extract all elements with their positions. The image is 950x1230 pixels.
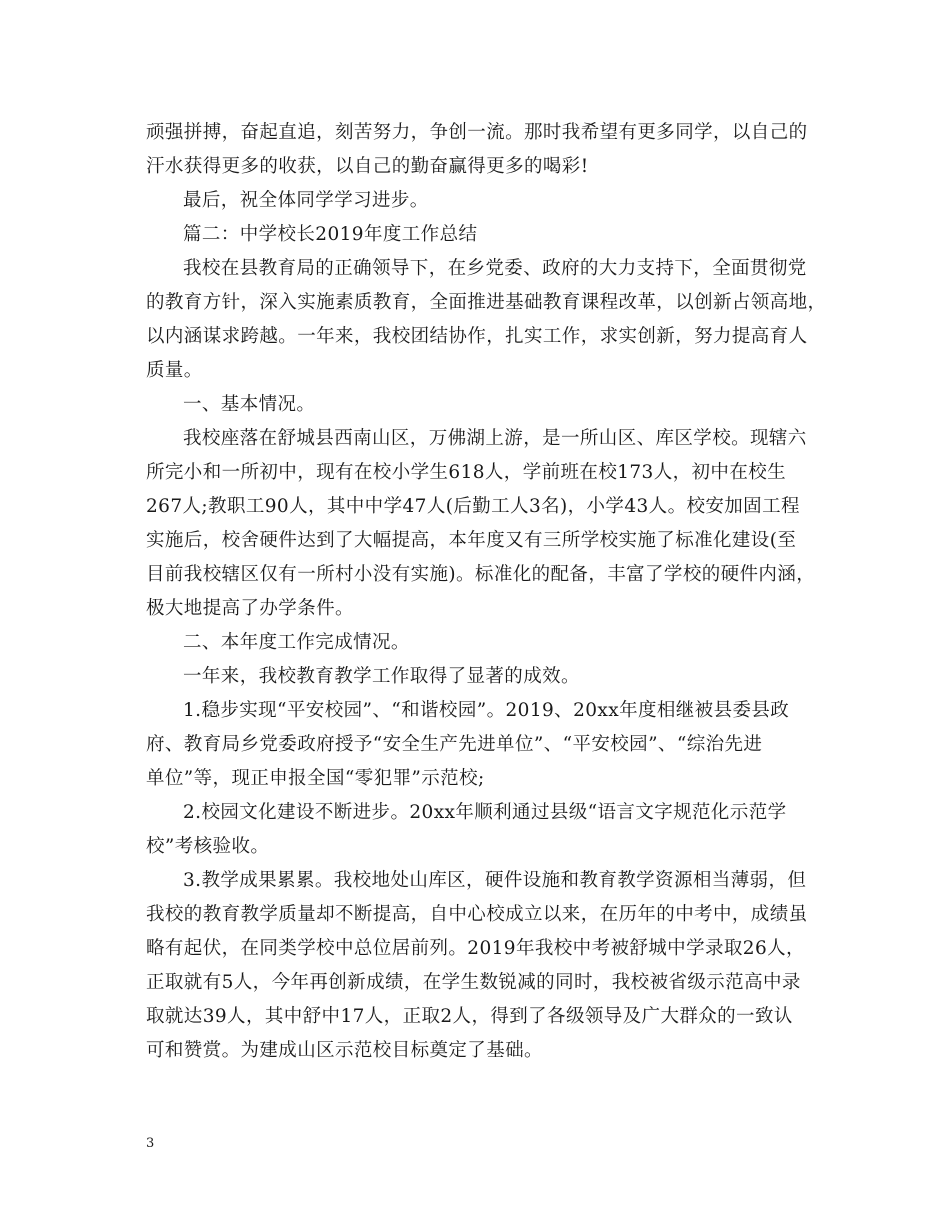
text-line: 3.教学成果累累。我校地处山库区，硬件设施和教育教学资源相当薄弱，但 [183, 870, 807, 891]
text-line: 1.稳步实现“平安校园”、“和谐校园”。2019、20xx年度相继被县委县政 [183, 700, 790, 721]
text-line: 正取就有5人，今年再创新成绩，在学生数锐减的同时，我校被省级示范高中录 [146, 972, 801, 993]
text-line: 汗水获得更多的收获，以自己的勤奋赢得更多的喝彩! [146, 156, 589, 177]
text-line: 我校座落在舒城县西南山区，万佛湖上游，是一所山区、库区学校。现辖六 [183, 428, 807, 449]
text-line: 取就达39人，其中舒中17人，正取2人，得到了各级领导及广大群众的一致认 [146, 1006, 793, 1027]
document-body [146, 116, 827, 1068]
section-heading: 二、本年度工作完成情况。 [183, 632, 410, 653]
text-line: 以内涵谋求跨越。一年来，我校团结协作，扎实工作，求实创新，努力提高育人 [146, 326, 808, 347]
text-line: 略有起伏，在同类学校中总位居前列。2019年我校中考被舒城中学录取26人， [146, 938, 805, 959]
text-line: 极大地提高了办学条件。 [146, 598, 354, 619]
text-line: 单位”等，现正申报全国“零犯罪”示范校; [146, 768, 485, 789]
text-line: 校”考核验收。 [146, 836, 270, 857]
text-line: 府、教育局乡党委政府授予“安全生产先进单位”、“平安校园”、“综治先进 [146, 734, 763, 755]
text-line: 的教育方针，深入实施素质教育，全面推进基础教育课程改革，以创新占领高地， [146, 292, 827, 313]
text-line: 目前我校辖区仅有一所村小没有实施)。标准化的配备，丰富了学校的硬件内涵， [146, 564, 816, 585]
text-line: 2.校园文化建设不断进步。20xx年顺利通过县级“语言文字规范化示范学 [183, 802, 787, 823]
page-number: 3 [146, 1136, 155, 1151]
text-line: 267人;教职工90人，其中中学47人(后勤工人3名)，小学43人。校安加固工程 [146, 496, 800, 517]
text-line: 所完小和一所初中，现有在校小学生618人，学前班在校173人，初中在校生 [146, 462, 787, 483]
text-line: 顽强拼搏，奋起直追，刻苦努力，争创一流。那时我希望有更多同学，以自己的 [146, 122, 808, 143]
text-line: 可和赞赏。为建成山区示范校目标奠定了基础。 [146, 1040, 543, 1061]
text-line: 一年来，我校教育教学工作取得了显著的成效。 [183, 666, 580, 687]
text-line: 我校在县教育局的正确领导下，在乡党委、政府的大力支持下，全面贯彻党 [183, 258, 807, 279]
section-heading: 篇二：中学校长2019年度工作总结 [183, 224, 478, 245]
section-heading: 一、基本情况。 [183, 394, 316, 415]
text-line: 最后，祝全体同学学习进步。 [183, 190, 429, 211]
text-line: 实施后，校舍硬件达到了大幅提高，本年度又有三所学校实施了标准化建设(至 [146, 530, 797, 551]
text-line: 质量。 [146, 360, 203, 381]
text-line: 我校的教育教学质量却不断提高，自中心校成立以来，在历年的中考中，成绩虽 [146, 904, 808, 925]
